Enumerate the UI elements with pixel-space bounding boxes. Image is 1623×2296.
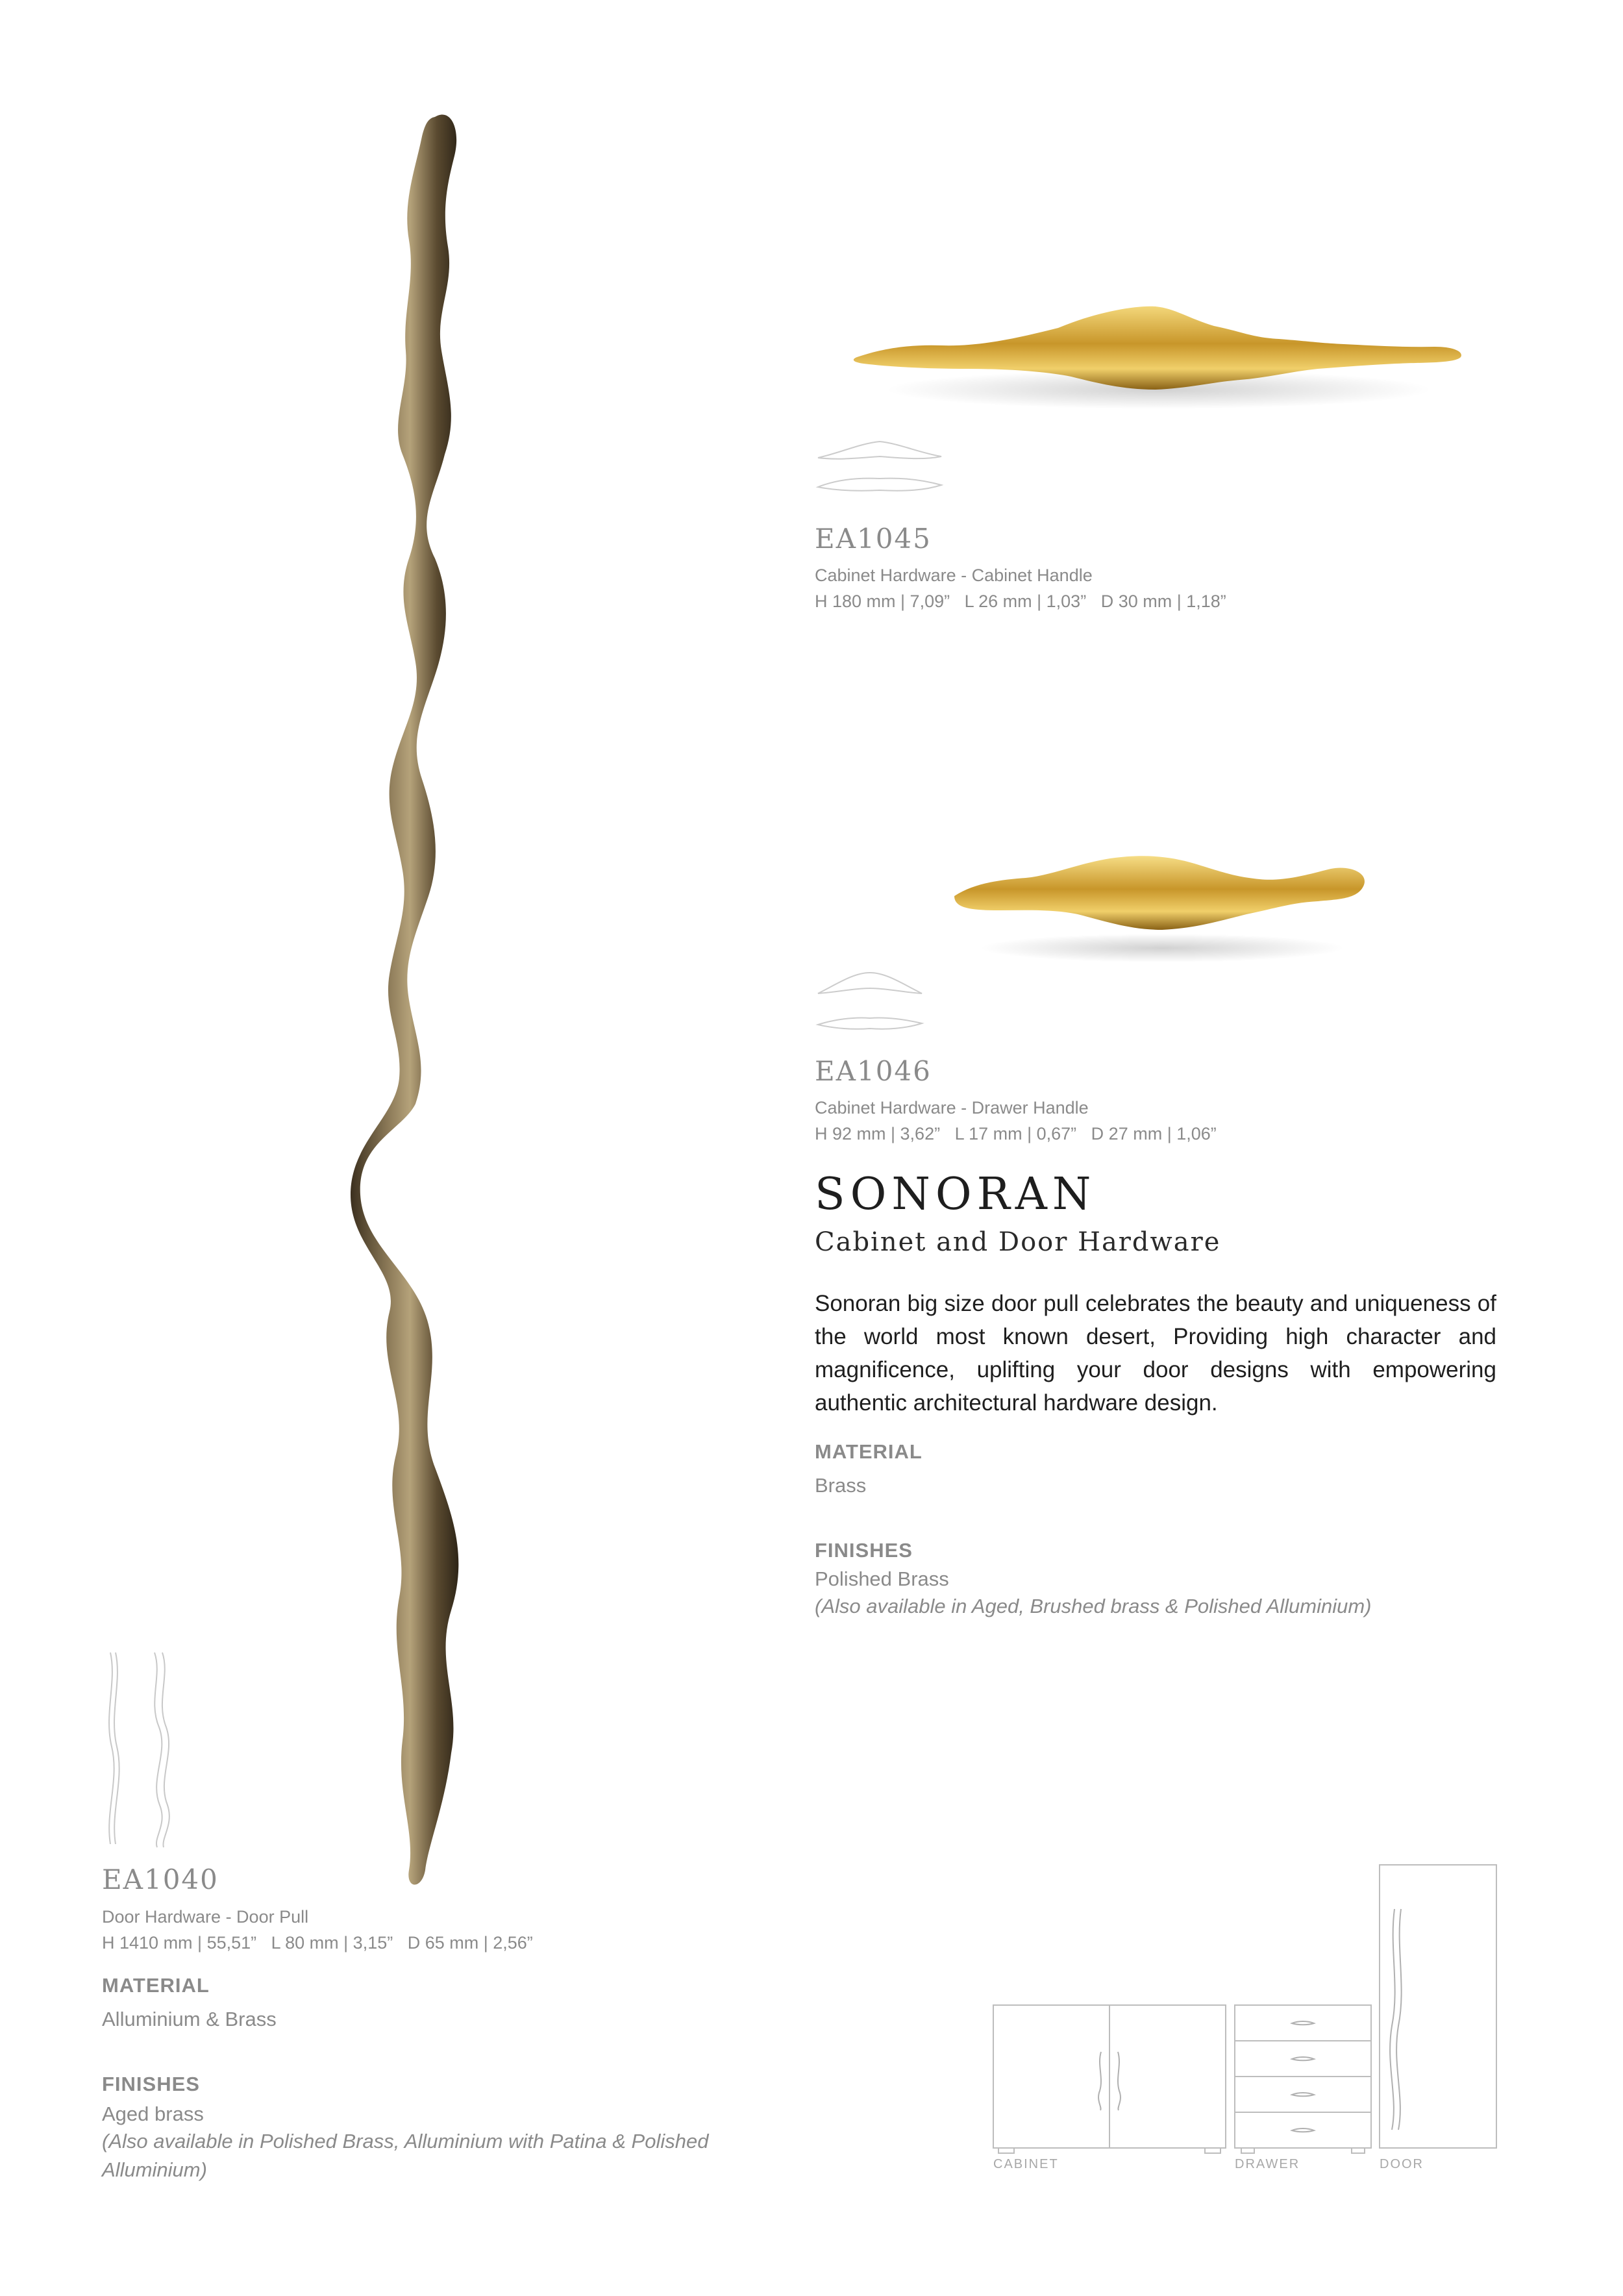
collection-material: Brass	[815, 1474, 867, 1497]
drawer-handle-image	[948, 838, 1376, 967]
ea1045-category: Cabinet Hardware - Cabinet Handle	[815, 566, 1093, 585]
collection-material-label: MATERIAL	[815, 1440, 923, 1463]
cabinet-handle-image	[850, 292, 1467, 422]
ea1045-dimensions: H 180 mm | 7,09” L 26 mm | 1,03” D 30 mm | 1,18”	[815, 592, 1226, 611]
cabinet-caption: CABINET	[993, 2157, 1059, 2171]
ea1040-dimensions: H 1410 mm | 55,51” L 80 mm | 3,15” D 65 mm | 2,56”	[102, 1933, 533, 1953]
collection-title: SONORAN	[815, 1169, 1096, 1220]
collection-finish-note: (Also available in Aged, Brushed brass & Polished Alluminium)	[815, 1595, 1372, 1617]
ea1045-technical-drawing	[815, 432, 945, 497]
ea1046-category: Cabinet Hardware - Drawer Handle	[815, 1098, 1089, 1117]
ea1046-code: EA1046	[815, 1055, 932, 1087]
collection-subtitle: Cabinet and Door Hardware	[815, 1227, 1221, 1257]
collection-finishes-label: FINISHES	[815, 1539, 913, 1562]
door-caption: DOOR	[1380, 2157, 1424, 2171]
ea1040-finish-note: (Also available in Polished Brass, Alluminium with Patina & Polished Alluminium)	[102, 2130, 709, 2181]
door-illustration	[1380, 1865, 1496, 2148]
collection-finish: Polished Brass	[815, 1567, 949, 1590]
ea1040-code: EA1040	[102, 1864, 219, 1895]
ea1040-finish: Aged brass	[102, 2103, 204, 2125]
ea1040-finishes-label: FINISHES	[102, 2073, 200, 2095]
drawer-caption: DRAWER	[1235, 2157, 1300, 2171]
collection-description: Sonoran big size door pull celebrates the beauty and uniqueness of the world most known desert, Providing high character and magnificence, uplifting your door designs with empowering authentic architectural hardware design.	[815, 1291, 1496, 1416]
cabinet-illustration	[993, 2005, 1226, 2153]
ea1046-technical-drawing	[815, 967, 925, 1039]
drawer-illustration	[1235, 2005, 1371, 2153]
ea1045-code: EA1045	[815, 523, 932, 555]
ea1040-category: Door Hardware - Door Pull	[102, 1907, 309, 1927]
ea1040-technical-drawing	[97, 1649, 175, 1851]
application-diagram	[992, 1857, 1505, 2162]
ea1046-dimensions: H 92 mm | 3,62” L 17 mm | 0,67” D 27 mm | 1,06”	[815, 1124, 1217, 1143]
door-pull-image	[338, 104, 506, 1896]
ea1040-material-label: MATERIAL	[102, 1974, 210, 1997]
ea1040-material: Alluminium & Brass	[102, 2008, 277, 2030]
